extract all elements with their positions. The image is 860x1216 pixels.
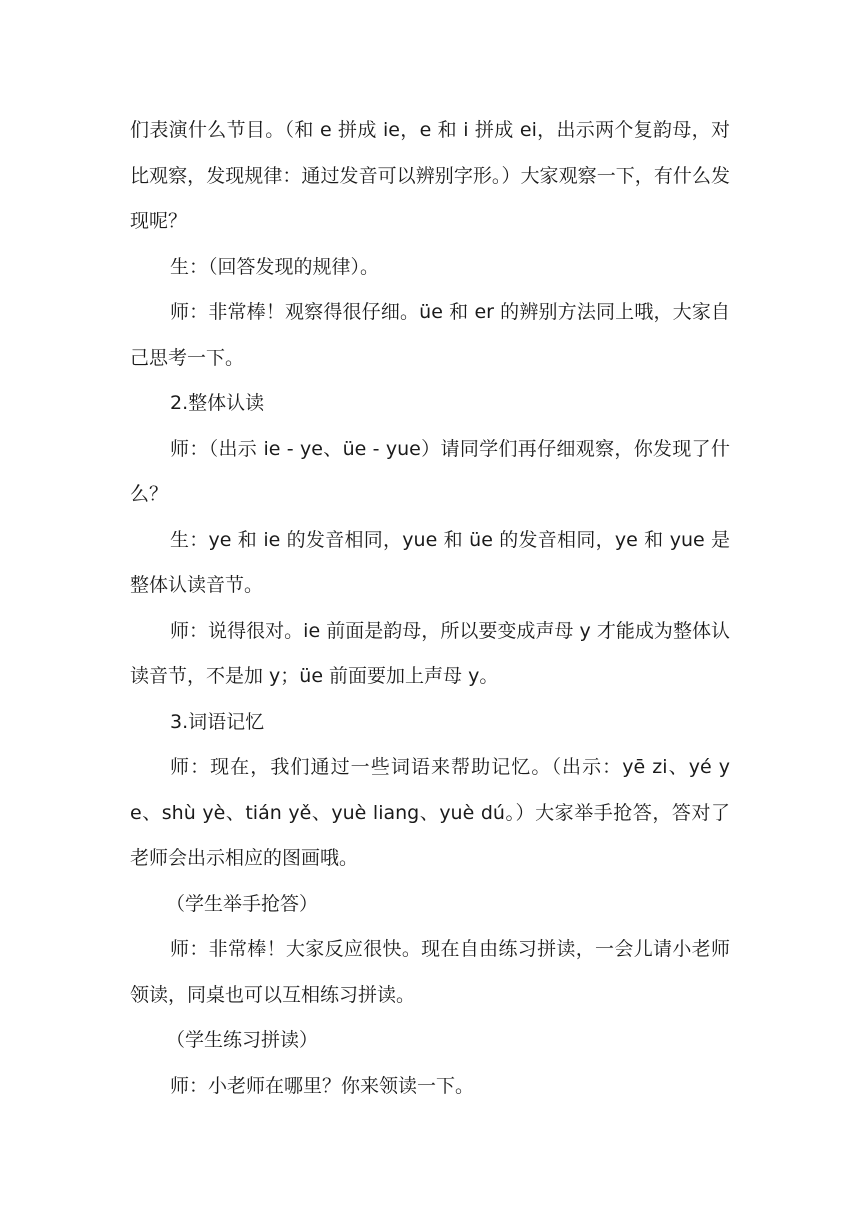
paragraph-teacher-words: 师：现在，我们通过一些词语来帮助记忆。（出示：yē zi、yé ye、shù yè、tián yě、yuè liang、yuè dú。）大家举手抢答，答对了老师会出示相应的图画哦。 <box>130 756 730 869</box>
stage-direction-practice: （学生练习拼读） <box>166 1029 319 1051</box>
paragraph-teacher-show-syllables: 师：（出示 ie - ye、üe - yue）请同学们再仔细观察，你发现了什么？ <box>130 437 730 505</box>
paragraph-teacher-lead: 师：小老师在哪里？你来领读一下。 <box>170 1074 475 1097</box>
section-heading-word-memory: 3.词语记忆 <box>170 710 265 733</box>
paragraph-teacher-praise: 师：非常棒！观察得很仔细。üe 和 er 的辨别方法同上哦，大家自己思考一下。 <box>130 301 730 369</box>
paragraph-teacher-practice: 师：非常棒！大家反应很快。现在自由练习拼读，一会儿请小老师领读，同桌也可以互相练习拼读。 <box>130 938 730 1006</box>
document-body <box>130 108 730 1109</box>
paragraph-student-answer: 生：（回答发现的规律）。 <box>170 255 380 278</box>
paragraph-teacher-explain: 师：说得很对。ie 前面是韵母，所以要变成声母 y 才能成为整体认读音节，不是加 y；üe 前面要加上声母 y。 <box>130 619 730 687</box>
paragraph-continuation: 们表演什么节目。（和 e 拼成 ie，e 和 i 拼成 ei，出示两个复韵母，对比观察，发现规律：通过发音可以辨别字形。）大家观察一下，有什么发现呢？ <box>130 119 730 232</box>
stage-direction-quick-answer: （学生举手抢答） <box>166 892 319 915</box>
paragraph-student-finding: 生：ye 和 ie 的发音相同，yue 和 üe 的发音相同，ye 和 yue 是整体认读音节。 <box>130 528 730 596</box>
section-heading-whole-reading: 2.整体认读 <box>170 392 265 414</box>
